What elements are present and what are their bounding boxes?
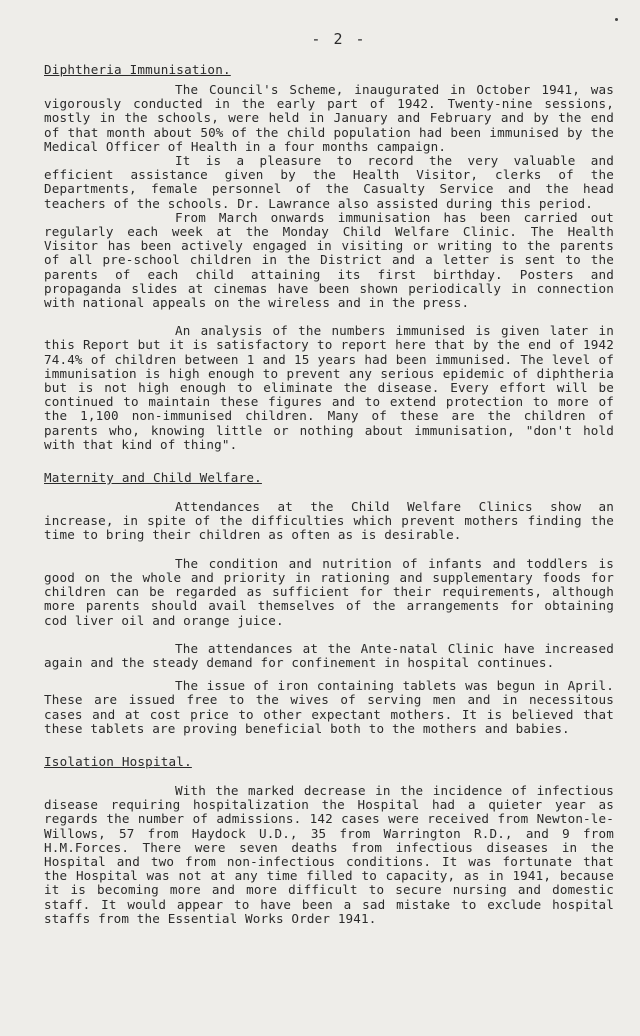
section-heading-isolation-hospital: Isolation Hospital. xyxy=(44,753,192,769)
section-heading-diphtheria: Diphtheria Immunisation. xyxy=(44,62,231,77)
paragraph: The Council's Scheme, inaugurated in October 1941, was vigorously conducted in the early part of 1942. Twenty-nine sessions, mostly in the schools, were held in January and February and by the end of that month about 50% of the child population had been immunised by the Medical Officer of Health in a four months campaign. xyxy=(44,82,614,154)
section-heading-maternity: Maternity and Child Welfare. xyxy=(44,470,262,486)
paragraph: From March onwards immunisation has been carried out regularly each week at the Monday Child Welfare Clinic. The Health Visitor has been actively engaged in visiting or writing to the parents of all pre-school children in the District and a letter is sent to the parents of each child attaining its first birthday. Posters and propaganda slides at cinemas have been shown periodically in connection with national appeals on the wireless and in the press. xyxy=(44,209,614,311)
paragraph: The condition and nutrition of infants and toddlers is good on the whole and priority in rationing and supplementary foods for children can be regarded as sufficient for their requirements, although more parents should avail themselves of the arrangements for obtaining cod liver oil and orange juice. xyxy=(44,555,614,628)
paragraph: An analysis of the numbers immunised is given later in this Report but it is satisfactory to report here that by the end of 1942 74.4% of children between 1 and 15 years had been immunised. The level of immunisation is high enough to prevent any serious epidemic of diphtheria but is not high enough to eliminate the disease. Every effort will be continued to maintain these figures and to extend protection to more of the 1,100 non-immunised children. Many of these are the children of parents who, knowing little or nothing about immunisation, "don't hold with that kind of thing". xyxy=(44,323,614,452)
page-mark xyxy=(615,18,618,21)
paragraph: The issue of iron containing tablets was begun in April. These are issued free to the wives of serving men and in necessitous cases and at cost price to other expectant mothers. It is believed that these tablets are proving beneficial both to the mothers and babies. xyxy=(44,678,614,736)
paragraph: The attendances at the Ante-natal Clinic have increased again and the steady demand for confinement in hospital continues. xyxy=(44,640,614,670)
paragraph: It is a pleasure to record the very valuable and efficient assistance given by the Health Visitor, clerks of the Departments, female personnel of the Casualty Service and the head teachers of the schools. Dr. Lawrance also assisted during this period. xyxy=(44,153,614,211)
paragraph: With the marked decrease in the incidence of infectious disease requiring hospitalization the Hospital had a quieter year as regards the number of admissions. 142 cases were received from Newton-le-Willows, 57 from Haydock U.D., 35 from Warrington R.D., and 9 from H.M.Forces. There were seven deaths from infectious diseases in the Hospital and two from non-infectious conditions. It was fortunate that the Hospital was not at any time filled to capacity, as in 1941, because it is becoming more and more difficult to secure nursing and domestic staff. It would appear to have been a sad mistake to exclude hospital staffs from the Essential Works Order 1941. xyxy=(44,782,614,926)
paragraph: Attendances at the Child Welfare Clinics show an increase, in spite of the difficulties which prevent mothers finding the time to bring their children as often as is desirable. xyxy=(44,499,614,543)
page-number: - 2 - xyxy=(311,30,367,48)
